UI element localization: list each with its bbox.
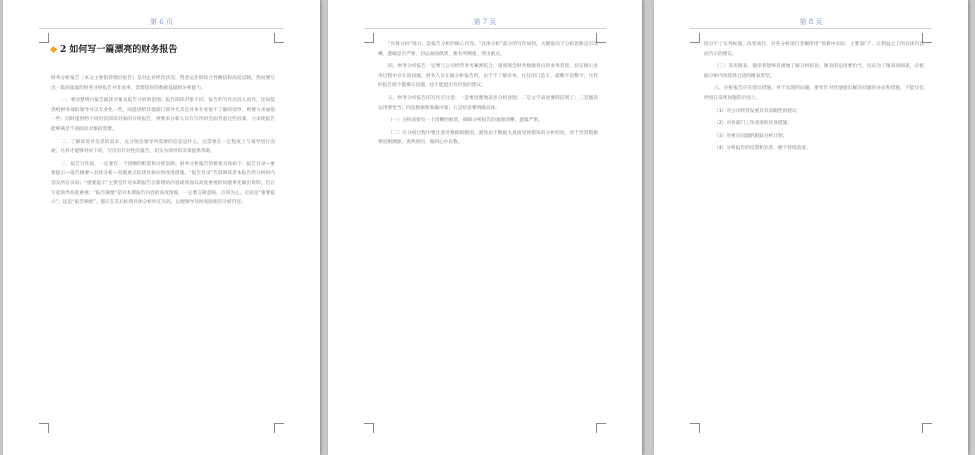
paragraph: （4）分析报告的反馈和完善，便于持续改进。 (714, 146, 811, 152)
header-divider (690, 28, 932, 29)
paragraph: 一、要清楚明白报告阅读对象及报告分析的范围。报告阅读对象不同，报告的写作应因人而异，比如提供给财务部的领导可以专业化一些，而提供给其他部门领导尤其是对本专业很不了解的领导，则要力求通俗一些；同时提供给不同层次阅读对象的分析报告，则要求分析人员在写作时全面考虑这些因素，力求使报告能够满足不同阅读对象的需要。 (51, 98, 275, 132)
paragraph: 财务分析报告（本文主要指管理层报告）是对企业经营状况、资金运作的综合性概括和高度反映。然而要写出一篇高质量的财务分析报告并非易事，需要较好的数据基础和分析能力。 (51, 76, 275, 91)
document-page-3 (654, 0, 968, 455)
document-page-1 (3, 0, 320, 455)
margin-corner-mark (39, 33, 49, 43)
page-body (378, 40, 598, 151)
margin-corner-mark (690, 33, 700, 43)
header-divider (364, 28, 606, 29)
paragraph: （三）采用图表，使读者能够直观地了解分析结论。图表的运用要恰当，切忌为了图表而图表，应根据分析内容选择合适的图表类型。 (704, 64, 924, 79)
paragraph: （3）对重点问题的跟踪分析计划； (714, 133, 788, 139)
margin-corner-mark (922, 423, 932, 433)
section-heading (51, 42, 177, 55)
section-heading-text: 2 如何写一篇漂亮的财务报告 (60, 45, 178, 55)
document-page-2 (328, 0, 642, 455)
page-body (51, 74, 275, 211)
paragraph: 六、分析报告应有建议措施，对于发现的问题，要有针对性地提出解决问题的办法和措施，不能仅仅停留在发现问题的层面上。 (704, 86, 924, 101)
paragraph: （1）对公司经营发展具有前瞻性的建议； (714, 108, 802, 114)
paragraph: “具体分析”部分，是报告分析的核心内容。“具体分析”部分的写作如何，关键取决于分析思路是否清晰，逻辑是否严密，切忌面面俱到，要有所侧重，突出重点。 (378, 42, 598, 57)
margin-corner-mark (364, 33, 374, 43)
margin-corner-mark (690, 423, 700, 433)
paragraph: （2）对各部门工作改进的具体措施； (714, 121, 792, 127)
margin-corner-mark (39, 423, 49, 433)
diamond-bullet-icon (50, 46, 57, 53)
paragraph: 五、财务分析报告的写作应注意：一是要清楚地表达分析意图；二是文字表述要简洁明了；三是图表运用要恰当；四是数据要准确可靠；五是结论要明确具体。 (378, 95, 598, 111)
page-header: 第 7 页 (473, 18, 497, 26)
paragraph: 二、了解读者对信息的需求，充分领会领导所需要的信息是什么。这需要在一定程度上与领导进行沟通，这样才能够对症下药，写出有针对性的报告，切实为领导的决策提供帮助。 (51, 139, 275, 155)
page-header: 第 6 页 (150, 18, 173, 26)
paragraph: （一）分析前要有一个清晰的框架，确保分析报告的条理清晰、逻辑严密。 (388, 118, 543, 124)
margin-corner-mark (596, 423, 606, 433)
paragraph: （二）在分析过程中要注意对数据的甄别，避免由于数据失真而导致错误的分析结论。对于异常数据要追根溯源，查明原因，做到心中有数。 (378, 130, 598, 146)
header-divider (39, 28, 284, 29)
paragraph: 四、财务分析报告一定要与公司经营业务紧密结合，深刻领会财务数据背后的业务背景，切实揭示业务过程中存在的问题。财务人员在做分析报告时，由于不了解业务，往往闭门造车，就数字论数字，这样的报告既不能揭示问题，也不能提出有价值的建议。 (378, 64, 598, 89)
margin-corner-mark (274, 33, 284, 43)
page-header: 第 8 页 (799, 18, 823, 26)
margin-corner-mark (364, 423, 374, 433)
page-body (704, 40, 924, 157)
margin-corner-mark (274, 423, 284, 433)
paragraph: 持分不了实务标题，改变项目，对各分析项目金额所用“预算中实际、主要部门”，在利益之上的具体内容而告示的建议。 (704, 42, 924, 57)
paragraph: 三、报告写作前，一定要有一个清晰的框架和分析思路。财务分析报告的框架具体如下：报告目录—重要提示—报告摘要—具体分析—问题重点综述及相应的改进措施。“报告目录”告诉阅读者本报告所分析的内容及所在页码；“重要提示”主要是针对本期报告在新增的内容或须加以高度重视的问题事先做出说明，旨在引起领导高度重视；“报告摘要”是对本期报告内容的高度浓缩，一定要言简意赅，点到为止。无论是“重要提示”，还是“报告摘要”，都应在其后标明具体分析所在页码，以便领导及时查阅相应分析内容。 (51, 161, 275, 206)
